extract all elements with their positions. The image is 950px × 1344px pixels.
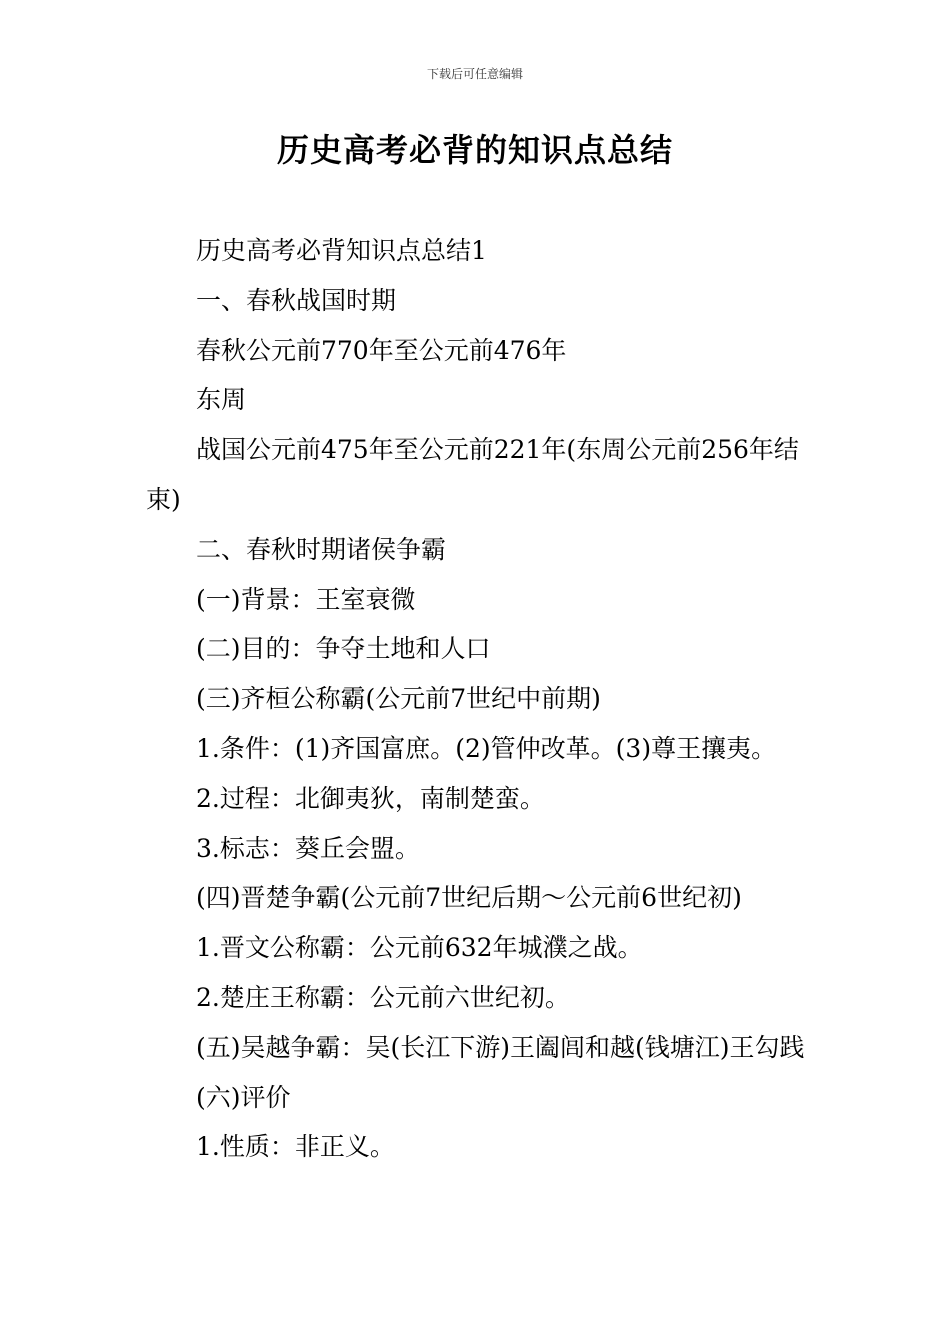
paragraph-section-heading: 历史高考必背知识点总结1 xyxy=(196,236,487,265)
document-title: 历史高考必背的知识点总结 xyxy=(276,131,673,169)
paragraph: (六)评价 xyxy=(196,1082,291,1112)
page-header-note: 下载后可任意编辑 xyxy=(426,67,523,81)
paragraph: 1.条件：(1)齐国富庶。(2)管仲改革。(3)尊王攘夷。 xyxy=(196,733,777,763)
paragraph: 东周 xyxy=(196,385,247,415)
paragraph: (一)背景：王室衰微 xyxy=(196,584,416,614)
paragraph: 1.性质：非正义。 xyxy=(196,1132,395,1162)
paragraph: 1.晋文公称霸：公元前632年城濮之战。 xyxy=(196,933,643,963)
paragraph: 战国公元前475年至公元前221年(东周公元前256年结束) xyxy=(146,435,799,514)
document-body xyxy=(146,226,810,1172)
paragraph: 3.标志：葵丘会盟。 xyxy=(196,833,420,863)
paragraph: (四)晋楚争霸(公元前7世纪后期～公元前6世纪初) xyxy=(196,883,742,913)
paragraph-heading-2: 二、春秋时期诸侯争霸 xyxy=(196,534,447,564)
paragraph: (五)吴越争霸：吴(长江下游)王阖闾和越(钱塘江)王勾践 xyxy=(196,1032,805,1062)
paragraph: 2.楚庄王称霸：公元前六世纪初。 xyxy=(196,982,570,1012)
paragraph: 春秋公元前770年至公元前476年 xyxy=(196,335,567,365)
paragraph: (二)目的：争夺土地和人口 xyxy=(196,634,491,664)
paragraph: (三)齐桓公称霸(公元前7世纪中前期) xyxy=(196,684,601,714)
paragraph: 2.过程：北御夷狄，南制楚蛮。 xyxy=(196,783,545,813)
paragraph-heading-1: 一、春秋战国时期 xyxy=(196,285,397,315)
